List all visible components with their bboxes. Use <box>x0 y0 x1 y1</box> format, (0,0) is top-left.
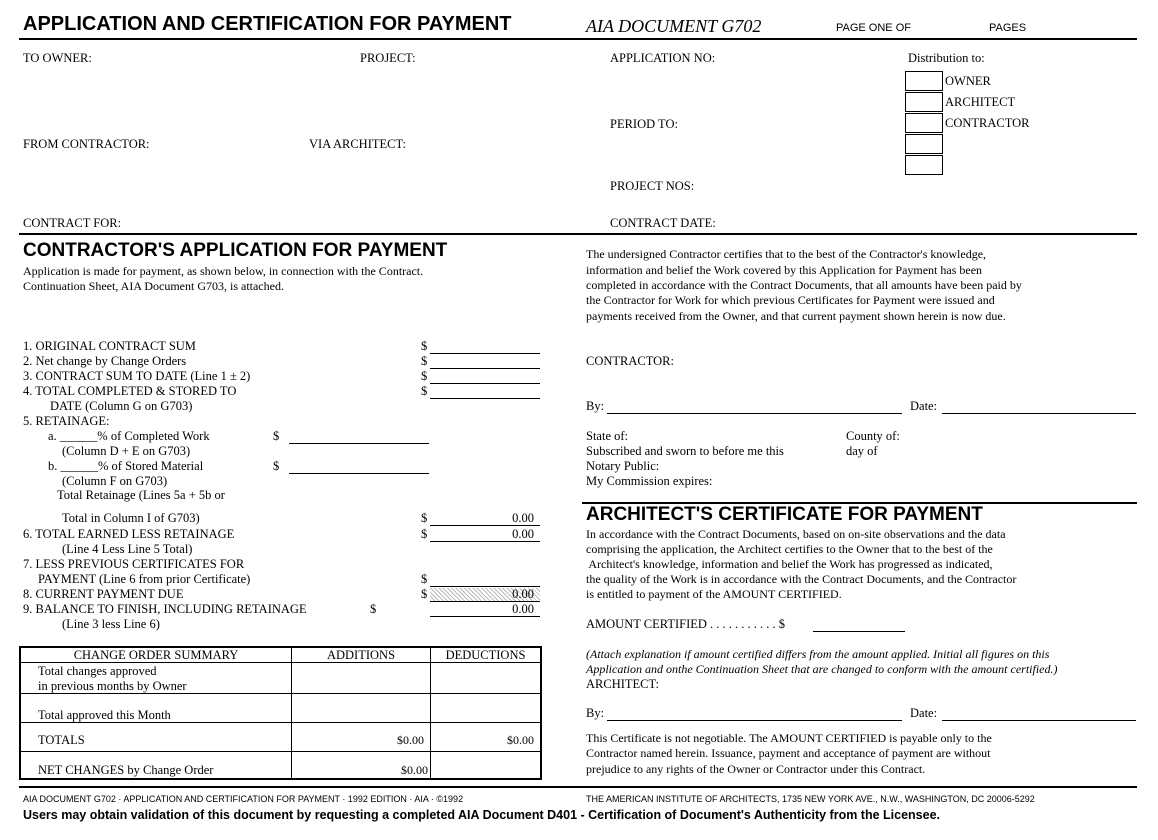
certification-line-4: the Contractor for Work for which previous Certificates for Payment were issued and <box>586 293 995 307</box>
line-5-total-label: Total Retainage (Lines 5a + 5b or <box>57 488 225 502</box>
line-9-sublabel: (Line 3 less Line 6) <box>62 617 160 631</box>
line-5-total-value: 0.00 <box>512 511 534 525</box>
architect-date-field[interactable] <box>942 720 1136 721</box>
line-8-label: 8. CURRENT PAYMENT DUE <box>23 587 184 601</box>
line-5-total-field[interactable] <box>430 525 540 526</box>
line-2-label: 2. Net change by Change Orders <box>23 354 187 368</box>
line-4-dollar: $ <box>421 384 428 398</box>
architect-text-4: the quality of the Work is in accordance with the Contract Documents, and the Contractor <box>586 572 1017 586</box>
application-intro-2: Continuation Sheet, AIA Document G703, is attached. <box>23 279 284 293</box>
architect-by-label: By: <box>586 706 605 720</box>
application-no-label: APPLICATION NO: <box>610 51 716 65</box>
line-6-dollar: $ <box>421 527 428 541</box>
top-section-rule <box>19 233 1137 235</box>
architect-date-label: Date: <box>910 706 938 720</box>
col-summary-header: CHANGE ORDER SUMMARY <box>73 648 239 662</box>
line-8-value: 0.00 <box>512 587 534 601</box>
table-row-month-label: Total approved this Month <box>38 708 171 722</box>
not-negotiable-2: Contractor named herein. Issuance, payment and acceptance of payment are without <box>586 746 991 760</box>
certification-line-5: payments received from the Owner, and that current payment shown herein is now due. <box>586 309 1006 323</box>
day-of-label: day of <box>846 444 878 458</box>
not-negotiable-3: prejudice to any rights of the Owner or Contractor under this Contract. <box>586 762 926 776</box>
line-5-total-sublabel: Total in Column I of G703) <box>62 511 200 525</box>
line-3-field[interactable] <box>430 383 540 384</box>
line-9-field[interactable] <box>430 616 540 617</box>
change-order-table <box>19 646 542 780</box>
line-9-value: 0.00 <box>512 602 534 616</box>
architect-signature-label: ARCHITECT: <box>586 677 659 691</box>
line-5-total-dollar: $ <box>421 511 428 525</box>
architect-text-5: is entitled to payment of the AMOUNT CERTIFIED. <box>586 587 842 601</box>
line-5b-dollar: $ <box>273 459 280 473</box>
line-6-field[interactable] <box>430 541 540 542</box>
line-1-label: 1. ORIGINAL CONTRACT SUM <box>23 339 196 353</box>
via-architect-label: VIA ARCHITECT: <box>309 137 406 151</box>
line-5b-label: b. ______% of Stored Material <box>48 459 204 473</box>
totals-deductions-value: $0.00 <box>507 733 534 747</box>
distribution-architect-checkbox[interactable] <box>905 92 943 112</box>
architect-heading: ARCHITECT'S CERTIFICATE FOR PAYMENT <box>586 504 983 525</box>
attach-explanation-2: Application and onthe Continuation Sheet that are changed to conform with the amount certified.) <box>586 662 1058 676</box>
line-3-label: 3. CONTRACT SUM TO DATE (Line 1 ± 2) <box>23 369 251 383</box>
line-5b-sublabel: (Column F on G703) <box>62 474 168 488</box>
line-7-label: 7. LESS PREVIOUS CERTIFICATES FOR <box>23 557 245 571</box>
table-row-previous-sublabel: in previous months by Owner <box>38 679 187 693</box>
state-of-label: State of: <box>586 429 629 443</box>
application-intro-1: Application is made for payment, as shown below, in connection with the Contract. <box>23 264 424 278</box>
line-5a-sublabel: (Column D + E on G703) <box>62 444 191 458</box>
to-owner-label: TO OWNER: <box>23 51 92 65</box>
table-row-net-label: NET CHANGES by Change Order <box>38 763 214 777</box>
certification-line-2: information and belief the Work covered by this Application for Payment has been <box>586 263 983 277</box>
footer-notice: Users may obtain validation of this document by requesting a completed AIA Document D401 - Certification of Document's Authenticity from the Licensee. <box>23 808 941 822</box>
distribution-contractor-checkbox[interactable] <box>905 113 943 133</box>
period-to-label: PERIOD TO: <box>610 117 678 131</box>
line-4-label: 4. TOTAL COMPLETED & STORED TO <box>23 384 237 398</box>
amount-certified-field[interactable] <box>813 631 905 632</box>
footer-left-text: AIA DOCUMENT G702 · APPLICATION AND CERTIFICATION FOR PAYMENT · 1992 EDITION · AIA · ©1992 <box>23 794 464 804</box>
line-5a-label: a. ______% of Completed Work <box>48 429 210 443</box>
line-5b-field[interactable] <box>289 473 429 474</box>
line-5a-field[interactable] <box>289 443 429 444</box>
totals-additions-value: $0.00 <box>397 733 424 747</box>
contractor-date-label: Date: <box>910 399 938 413</box>
table-col-rule <box>430 648 431 778</box>
attach-explanation-1: (Attach explanation if amount certified differs from the amount applied. Initial all figures on this <box>586 647 1050 661</box>
document-name: AIA DOCUMENT G702 <box>586 16 762 36</box>
architect-text-3: Architect's knowledge, information and belief the Work has progressed as indicated, <box>586 557 993 571</box>
subscribed-label: Subscribed and sworn to before me this <box>586 444 784 458</box>
architect-by-field[interactable] <box>607 720 902 721</box>
line-1-field[interactable] <box>430 353 540 354</box>
line-4-field[interactable] <box>430 398 540 399</box>
distribution-extra-checkbox-2[interactable] <box>905 155 943 175</box>
table-col-rule <box>291 648 292 778</box>
net-changes-value: $0.00 <box>401 763 428 777</box>
not-negotiable-1: This Certificate is not negotiable. The AMOUNT CERTIFIED is payable only to the <box>586 731 992 745</box>
commission-label: My Commission expires: <box>586 474 713 488</box>
line-2-dollar: $ <box>421 354 428 368</box>
table-row-previous-label: Total changes approved <box>38 664 157 678</box>
line-9-label: 9. BALANCE TO FINISH, INCLUDING RETAINAGE <box>23 602 307 616</box>
certification-line-3: completed in accordance with the Contract Documents, that all amounts have been paid by <box>586 278 1022 292</box>
line-9-dollar: $ <box>370 602 377 616</box>
county-of-label: County of: <box>846 429 900 443</box>
distribution-owner-checkbox[interactable] <box>905 71 943 91</box>
table-row-rule <box>21 751 540 752</box>
contract-date-label: CONTRACT DATE: <box>610 216 716 230</box>
line-5a-dollar: $ <box>273 429 280 443</box>
line-6-sublabel: (Line 4 Less Line 5 Total) <box>62 542 193 556</box>
line-5-label: 5. RETAINAGE: <box>23 414 110 428</box>
table-row-totals-label: TOTALS <box>38 733 85 747</box>
contractor-by-label: By: <box>586 399 605 413</box>
line-6-value: 0.00 <box>512 527 534 541</box>
col-additions-header: ADDITIONS <box>326 648 396 662</box>
pages-label: PAGES <box>989 22 1027 34</box>
line-8-dollar: $ <box>421 587 428 601</box>
line-7-dollar: $ <box>421 572 428 586</box>
line-4-sublabel: DATE (Column G on G703) <box>50 399 193 413</box>
distribution-owner-label: OWNER <box>945 74 991 88</box>
from-contractor-label: FROM CONTRACTOR: <box>23 137 150 151</box>
certification-line-1: The undersigned Contractor certifies that to the best of the Contractor's knowledge, <box>586 247 987 261</box>
amount-certified-label: AMOUNT CERTIFIED . . . . . . . . . . . $ <box>586 617 786 631</box>
distribution-extra-checkbox-1[interactable] <box>905 134 943 154</box>
distribution-contractor-label: CONTRACTOR <box>945 116 1030 130</box>
line-1-dollar: $ <box>421 339 428 353</box>
contractor-by-field[interactable] <box>607 413 902 414</box>
contractor-date-field[interactable] <box>942 413 1136 414</box>
header-rule <box>19 38 1137 40</box>
application-heading: CONTRACTOR'S APPLICATION FOR PAYMENT <box>23 240 448 261</box>
page-one-of: PAGE ONE OF <box>836 22 911 34</box>
footer-rule <box>19 786 1137 788</box>
architect-text-2: comprising the application, the Architect certifies to the Owner that to the best of the <box>586 542 993 556</box>
line-3-dollar: $ <box>421 369 428 383</box>
project-nos-label: PROJECT NOS: <box>610 179 695 193</box>
contract-for-label: CONTRACT FOR: <box>23 216 122 230</box>
footer-right-text: THE AMERICAN INSTITUTE OF ARCHITECTS, 1735 NEW YORK AVE., N.W., WASHINGTON, DC 20006-5292 <box>586 794 1035 804</box>
contractor-signature-label: CONTRACTOR: <box>586 354 674 368</box>
project-label: PROJECT: <box>360 51 416 65</box>
col-deductions-header: DEDUCTIONS <box>445 648 526 662</box>
architect-text-1: In accordance with the Contract Documents, based on on-site observations and the data <box>586 527 1006 541</box>
line-7-sublabel: PAYMENT (Line 6 from prior Certificate) <box>38 572 251 586</box>
document-title: APPLICATION AND CERTIFICATION FOR PAYMENT <box>23 13 512 35</box>
distribution-label: Distribution to: <box>908 51 985 65</box>
line-6-label: 6. TOTAL EARNED LESS RETAINAGE <box>23 527 235 541</box>
distribution-architect-label: ARCHITECT <box>945 95 1016 109</box>
line-2-field[interactable] <box>430 368 540 369</box>
notary-label: Notary Public: <box>586 459 660 473</box>
